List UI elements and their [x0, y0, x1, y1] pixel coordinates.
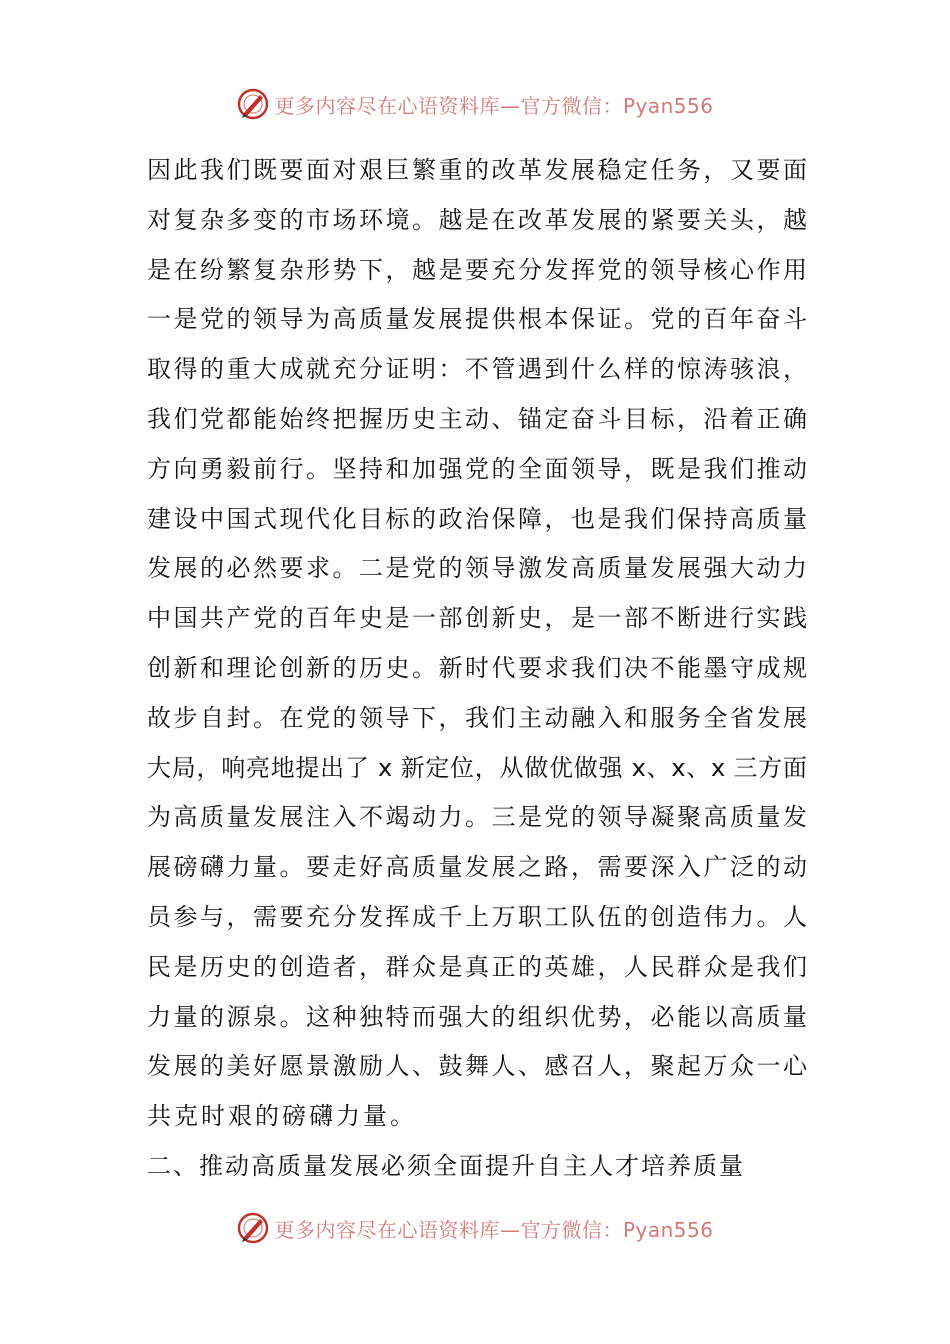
paragraph-line: 共克时艰的磅礴力量。	[147, 1102, 417, 1131]
paragraph-line: 大局，响亮地提出了 x 新定位，从做优做强 x、x、x 三方面	[147, 753, 807, 782]
banner-text: 更多内容尽在心语资料库—官方微信：Pyan556	[274, 93, 714, 118]
paragraph-line: 为高质量发展注入不竭动力。三是党的领导凝聚高质量发	[147, 803, 807, 832]
paragraph-line: 力量的源泉。这种独特而强大的组织优势，必能以高质量	[147, 1002, 807, 1031]
paragraph-line: 我们党都能始终把握历史主动、锚定奋斗目标，沿着正确	[147, 404, 807, 433]
paragraph-line: 展磅礴力量。要走好高质量发展之路，需要深入广泛的动	[147, 853, 807, 882]
footer-banner	[0, 1208, 950, 1248]
header-banner	[0, 84, 950, 124]
paragraph-line: 取得的重大成就充分证明：不管遇到什么样的惊涛骇浪，	[147, 355, 807, 384]
paragraph-line: 民是历史的创造者，群众是真正的英雄，人民群众是我们	[147, 952, 807, 981]
paragraph-line: 是在纷繁复杂形势下，越是要充分发挥党的领导核心作用	[147, 255, 807, 284]
pen-logo-icon	[236, 87, 270, 121]
paragraph-line: 创新和理论创新的历史。新时代要求我们决不能墨守成规	[147, 653, 807, 682]
paragraph-line: 方向勇毅前行。坚持和加强党的全面领导，既是我们推动	[147, 454, 807, 483]
paragraph-line: 建设中国式现代化目标的政治保障，也是我们保持高质量	[147, 504, 807, 533]
banner-text: 更多内容尽在心语资料库—官方微信：Pyan556	[274, 1217, 714, 1242]
paragraph-line: 发展的必然要求。二是党的领导激发高质量发展强大动力	[147, 554, 807, 583]
pen-logo-icon	[236, 1211, 270, 1245]
paragraph-line: 发展的美好愿景激励人、鼓舞人、感召人，聚起万众一心	[147, 1052, 807, 1081]
paragraph-line: 故步自封。在党的领导下，我们主动融入和服务全省发展	[147, 703, 807, 732]
paragraph-line: 对复杂多变的市场环境。越是在改革发展的紧要关头，越	[147, 205, 807, 234]
section-heading: 二、推动高质量发展必须全面提升自主人才培养质量	[147, 1151, 745, 1180]
paragraph-line: 中国共产党的百年史是一部创新史，是一部不断进行实践	[147, 604, 807, 633]
paragraph-line: 因此我们既要面对艰巨繁重的改革发展稳定任务，又要面	[147, 156, 807, 184]
paragraph-line: 员参与，需要充分发挥成千上万职工队伍的创造伟力。人	[147, 902, 807, 931]
document-body	[147, 146, 807, 1192]
paragraph-line: 一是党的领导为高质量发展提供根本保证。党的百年奋斗	[147, 305, 807, 334]
